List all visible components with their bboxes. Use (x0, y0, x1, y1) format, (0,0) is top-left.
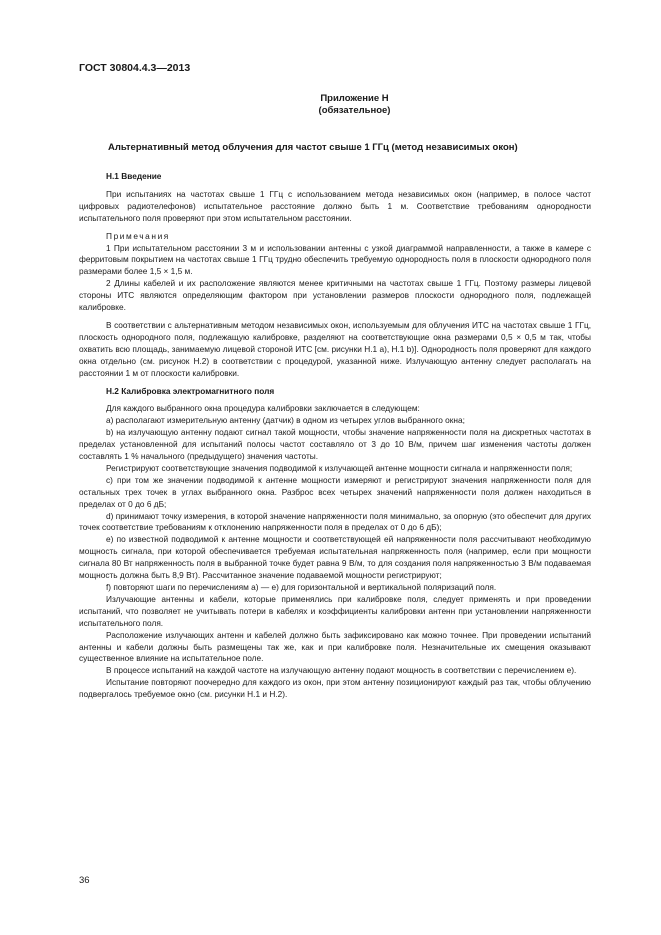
section-heading-calibration: Н.2 Калибровка электромагнитного поля (106, 385, 275, 396)
document-id: ГОСТ 30804.4.3—2013 (79, 62, 191, 74)
list-item-d: d) принимают точку измерения, в которой значение напряженности поля минимально, за опорную (это обеспечит для других точек соответствие требованиям к отклонению напряженности поля в пределах от 0 до 6 дБ); (79, 510, 591, 533)
list-item-a: a) располагают измерительную антенну (датчик) в одном из четырех углов выбранного окна; (106, 415, 465, 426)
paragraph: Испытание повторяют поочередно для каждого из окон, при этом антенну позиционируют каждый раз так, чтобы облучению подвергалось требуемое окно (см. рисунки Н.1 и Н.2). (79, 677, 591, 700)
annex-status: (обязательное) (318, 105, 391, 116)
note-2: 2 Длины кабелей и их расположение являются менее критичными на частотах свыше 1 ГГц. Поэтому размеры лицевой стороны ИТС являются определяющим фактором при установлении размеров плоскости однородного поля, подлежащей калибровке. (79, 278, 591, 313)
note-1: 1 При испытательном расстоянии 3 м и использовании антенны с узкой диаграммой направленности, а также в камере с ферритовым покрытием на частотах свыше 1 ГГц трудно обеспечить требуемую однородность поля в плоскости однородного поля размерами более 1,5 × 1,5 м. (79, 242, 591, 277)
paragraph: Расположение излучающих антенн и кабелей должно быть зафиксировано как можно точнее. При проведении испытаний антенны и кабели должны быть размещены так же, как и при калибровке поля. Незначительные их смещения оказывают существенное влияние на испытательное поле. (79, 629, 591, 664)
paragraph: Регистрируют соответствующие значения подводимой к излучающей антенне мощности сигнала и напряженности поля; (106, 462, 573, 473)
paragraph: Для каждого выбранного окна процедура калибровки заключается в следующем: (106, 403, 420, 414)
page-number: 36 (79, 875, 90, 886)
paragraph: В соответствии с альтернативным методом независимых окон, используемым для облучения ИТС на частотах свыше 1 ГГц, плоскость однородного поля, подлежащую калибровке, разделяют на соответствующие окна размерами 0,5 × 0,5 м так, чтобы охватить всю площадь, занимаемую лицевой стороной ИТС [см. рисунки Н.1 а), Н.1 b)]. Однородность поля проверяют для каждого окна отдельно (см. рисунок Н.2) в соответствии с процедурой, указанной ниже. Излучающую антенну следует располагать на расстоянии 1 м от плоскости калибровки. (79, 319, 591, 378)
annex-title: Альтернативный метод облучения для частот свыше 1 ГГц (метод независимых окон) (108, 142, 518, 153)
paragraph: При испытаниях на частотах свыше 1 ГГц с использованием метода независимых окон (например, в полосе частот цифровых радиотелефонов) испытательное расстояние должно быть 1 м. Соответствие требованиям однородности испытательного поля проверяют при этом испытательном расстоянии. (79, 188, 591, 223)
annex-label: Приложение Н (320, 93, 389, 104)
document-body (79, 171, 591, 701)
paragraph: Излучающие антенны и кабели, которые применялись при калибровке поля, следует применять и при проведении испытаний, что позволяет не учитывать потери в кабелях и коэффициенты калибровки антенн при установлении напряженности испытательного поля. (79, 593, 591, 628)
list-item-b: b) на излучающую антенну подают сигнал такой мощности, чтобы значение напряженности поля на дискретных частотах в пределах установленной для испытаний полосы частот составляло от 3 до 10 В/м, причем шаг изменения частоты должен составлять 1 % начального (предыдущего) значения частоты. (79, 427, 591, 462)
list-item-c: c) при том же значении подводимой к антенне мощности измеряют и регистрируют значения напряженности поля для остальных трех точек в углах выбранного окна. Разброс всех четырех значений напряженности поля должен находиться в пределах от 0 до 6 дБ; (79, 474, 591, 509)
notes-heading: Примечания (106, 230, 170, 241)
list-item-f: f) повторяют шаги по перечислениям а) — е) для горизонтальной и вертикальной поляризаций поля. (106, 582, 497, 592)
list-item-e: e) по известной подводимой к антенне мощности и соответствующей ей напряженности поля рассчитывают необходимую мощность сигнала, при которой обеспечивается требуемая испытательная напряженность поля (например, если при мощности сигнала 80 Вт напряженность поля в выбранной точке будет равна 9 В/м, то для создания поля напряженностью 3 В/м подаваемая мощность должна быть 8,9 Вт). Рассчитанное значение подаваемой мощности регистрируют; (79, 534, 591, 581)
section-heading-intro: Н.1 Введение (106, 171, 162, 181)
annex-block (0, 93, 661, 117)
paragraph: В процессе испытаний на каждой частоте на излучающую антенну подают мощность в соответствии с перечислением е). (106, 665, 577, 676)
